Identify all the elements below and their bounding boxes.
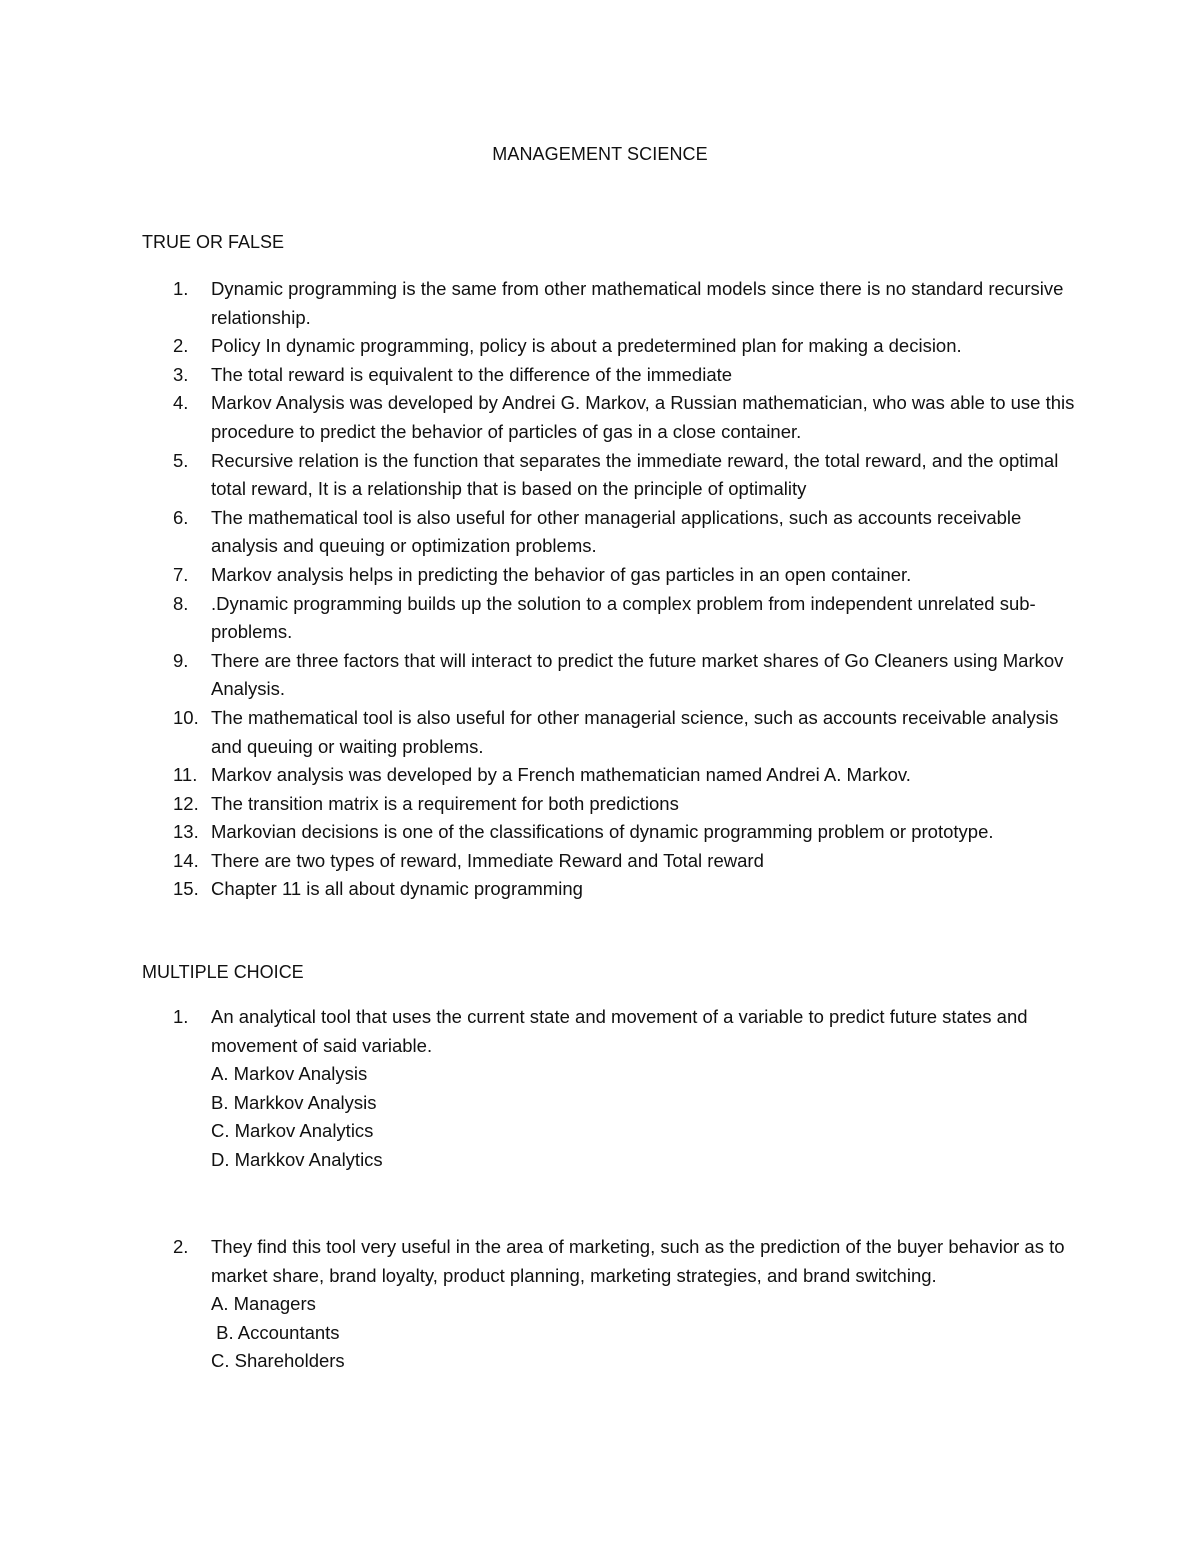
list-item [0, 761, 1081, 790]
true-false-list [0, 275, 1081, 904]
list-item [0, 447, 1081, 504]
item-number: 5. [173, 449, 189, 471]
list-item [0, 704, 1081, 761]
mc-question-2 [0, 1233, 1081, 1376]
item-text: Dynamic programming is the same from other mathematical models since there is no standard recursive relationship. [211, 278, 1064, 328]
list-item [0, 332, 1081, 361]
list-item [0, 1233, 1081, 1376]
choice-d: D. Markkov Analytics [211, 1148, 383, 1170]
list-item [0, 818, 1081, 847]
list-item [0, 389, 1081, 446]
list-item [0, 875, 1081, 904]
mc-question-1 [0, 1003, 1081, 1175]
item-text: The mathematical tool is also useful for other managerial applications, such as accounts receivable analysis and queuing or optimization problems. [211, 506, 1022, 557]
item-text: The transition matrix is a requirement for both predictions [211, 792, 679, 814]
item-text: Markovian decisions is one of the classifications of dynamic programming problem or prototype. [211, 821, 994, 843]
item-number: 11. [173, 764, 198, 786]
list-item [0, 1003, 1081, 1175]
item-number: 13. [173, 821, 199, 843]
question-number: 2. [173, 1236, 189, 1257]
item-text: Recursive relation is the function that separates the immediate reward, the total reward, and the optimal total reward, It is a relationship that is based on the principle of optimality [211, 449, 1059, 500]
choice-a: A. Markov Analysis [211, 1063, 368, 1085]
question-text: They find this tool very useful in the area of marketing, such as the prediction of the buyer behavior as to market share, brand loyalty, product planning, marketing strategies, and brand switching. [211, 1236, 1065, 1286]
choice-b: B. Accountants [211, 1321, 340, 1343]
item-text: The total reward is equivalent to the difference of the immediate [211, 363, 733, 385]
item-number: 1. [173, 278, 189, 299]
item-number: 8. [173, 592, 189, 614]
item-number: 9. [173, 649, 189, 671]
list-item [0, 590, 1081, 647]
item-text: Markov analysis helps in predicting the behavior of gas particles in an open container. [211, 563, 912, 585]
item-number: 6. [173, 506, 189, 528]
item-number: 2. [173, 335, 189, 357]
list-item [0, 561, 1081, 590]
list-item [0, 361, 1081, 390]
item-number: 15. [173, 878, 199, 900]
choice-c: C. Markov Analytics [211, 1120, 374, 1142]
document-title: MANAGEMENT SCIENCE [492, 144, 708, 164]
choice-c: C. Shareholders [211, 1350, 345, 1372]
multiple-choice-heading: MULTIPLE CHOICE [142, 962, 304, 982]
item-text: There are three factors that will interact to predict the future market shares of Go Cleaners using Markov Analysis. [211, 649, 1064, 700]
item-number: 12. [173, 792, 199, 814]
list-item [0, 504, 1081, 561]
item-number: 7. [173, 563, 189, 585]
list-item [0, 275, 1081, 332]
question-text: An analytical tool that uses the current state and movement of a variable to predict future states and movement of said variable. [211, 1006, 1028, 1056]
item-text: Policy In dynamic programming, policy is about a predetermined plan for making a decision. [211, 335, 962, 357]
list-item [0, 847, 1081, 876]
item-text: .Dynamic programming builds up the solution to a complex problem from independent unrelated sub-problems. [211, 592, 1036, 643]
item-text: There are two types of reward, Immediate Reward and Total reward [211, 849, 764, 871]
item-number: 14. [173, 849, 199, 871]
question-number: 1. [173, 1006, 189, 1027]
item-text: Markov Analysis was developed by Andrei G. Markov, a Russian mathematician, who was able to use this procedure to predict the behavior of particles of gas in a close container. [211, 392, 1075, 442]
item-number: 10. [173, 706, 199, 728]
list-item [0, 790, 1081, 819]
item-text: Chapter 11 is all about dynamic programming [211, 878, 583, 900]
true-false-heading: TRUE OR FALSE [142, 232, 285, 252]
item-number: 3. [173, 363, 189, 385]
item-text: Markov analysis was developed by a French mathematician named Andrei A. Markov. [211, 764, 911, 786]
choice-a: A. Managers [211, 1293, 316, 1315]
item-number: 4. [173, 392, 189, 414]
choice-b: B. Markkov Analysis [211, 1091, 377, 1113]
list-item [0, 647, 1081, 704]
item-text: The mathematical tool is also useful for other managerial science, such as accounts receivable analysis and queuing or waiting problems. [211, 706, 1059, 757]
